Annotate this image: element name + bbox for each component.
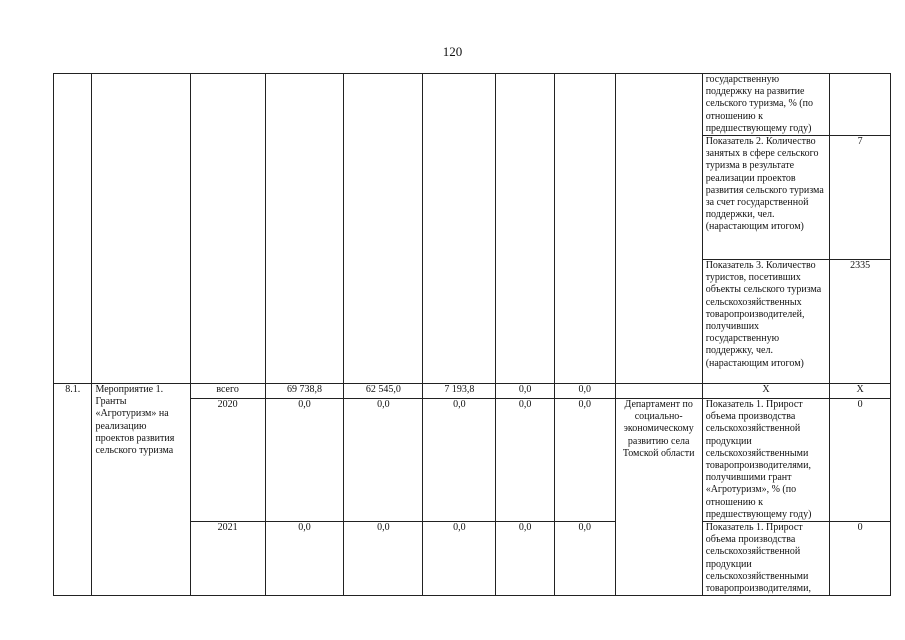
program-table (53, 73, 891, 596)
indicator-value: 0 (830, 399, 891, 522)
year-cell: всего (190, 384, 265, 399)
page-number: 120 (442, 44, 463, 59)
indicator-value (830, 74, 891, 136)
indicator-text: Показатель 3. Количество туристов, посетивших объекты сельского туризма сельскохозяйственных товаропроизводителей, получивших государственную поддержку, чел. (нарастающим итогом) (702, 260, 830, 384)
value-cell: 0,0 (496, 384, 555, 399)
value-cell: 0,0 (423, 399, 496, 522)
value-cell: 7 193,8 (423, 384, 496, 399)
indicator-text: Показатель 2. Количество занятых в сфере сельского туризма в результате реализации проектов развития сельского туризма за счет государственной поддержки, чел. (нарастающим итогом) (702, 136, 830, 260)
indicator-value: 7 (830, 136, 891, 260)
value-cell: 0,0 (554, 384, 615, 399)
indicator-text: государственную поддержку на развитие сельского туризма, % (по отношению к предшествующему году) (702, 74, 830, 136)
year-cell: 2020 (190, 399, 265, 522)
table-row (54, 384, 891, 399)
indicator-value: Х (830, 384, 891, 399)
empty-cell (554, 74, 615, 384)
value-cell: 0,0 (344, 522, 423, 596)
year-cell: 2021 (190, 522, 265, 596)
indicator-text: Х (702, 384, 830, 399)
value-cell: 0,0 (496, 522, 555, 596)
indicator-text: Показатель 1. Прирост объема производства сельскохозяйственной продукции сельскохозяйственными товаропроизводителями, (702, 522, 830, 596)
empty-cell (423, 74, 496, 384)
value-cell: 0,0 (554, 399, 615, 522)
value-cell: 62 545,0 (344, 384, 423, 399)
table-row (54, 74, 891, 136)
value-cell: 0,0 (423, 522, 496, 596)
empty-cell (615, 74, 702, 384)
department-cell: Департамент по социально-экономическому развитию села Томской области (615, 399, 702, 596)
indicator-value: 2335 (830, 260, 891, 384)
value-cell: 0,0 (265, 522, 344, 596)
empty-cell (190, 74, 265, 384)
empty-cell (344, 74, 423, 384)
empty-cell (265, 74, 344, 384)
empty-cell (496, 74, 555, 384)
indicator-value: 0 (830, 522, 891, 596)
value-cell: 69 738,8 (265, 384, 344, 399)
measure-number: 8.1. (54, 384, 92, 596)
value-cell: 0,0 (265, 399, 344, 522)
value-cell: 0,0 (496, 399, 555, 522)
empty-cell (92, 74, 190, 384)
empty-cell (615, 384, 702, 399)
measure-name: Мероприятие 1. Гранты «Агротуризм» на реализацию проектов развития сельского туризма (92, 384, 190, 596)
empty-cell (54, 74, 92, 384)
indicator-text: Показатель 1. Прирост объема производства сельскохозяйственной продукции сельскохозяйственными товаропроизводителями, получившими грант «Агротуризм», % (по отношению к предшествующему году) (702, 399, 830, 522)
value-cell: 0,0 (554, 522, 615, 596)
value-cell: 0,0 (344, 399, 423, 522)
